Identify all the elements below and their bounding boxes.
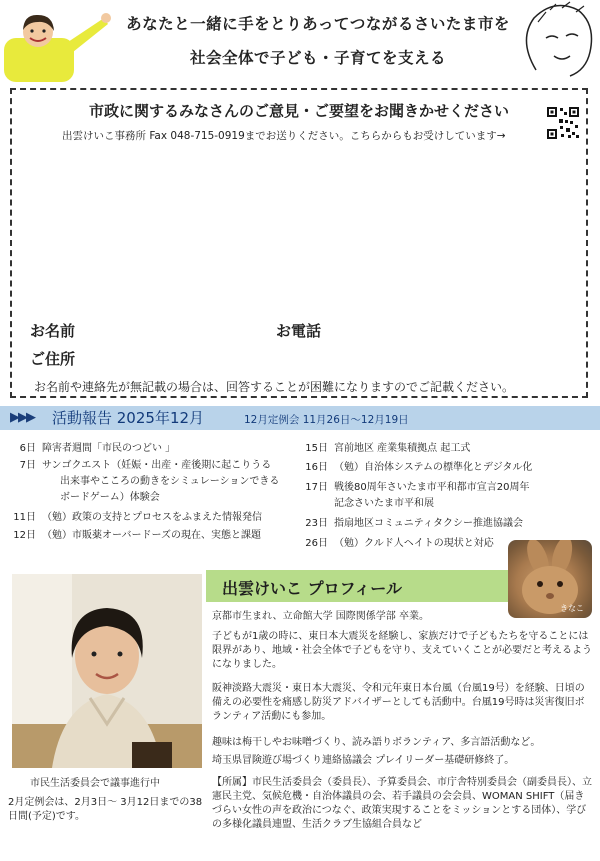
profile-paragraph: 阪神淡路大震災・東日本大震災、令和元年東日本台風（台風19号）を経験、日頃の備えの必要性を痛感し防災アドバイザーとしても活動中。台風19号時は災害復旧ボランティア活動にも参加。 xyxy=(212,683,585,722)
portrait-photo xyxy=(12,574,202,768)
session-schedule-note: 2月定例会は、2月3日～ 3月12日までの38日間(予定)です。 xyxy=(8,797,203,822)
feedback-note: お名前や連絡先が無記載の場合は、回答することが困難になりますのでご記載ください。 xyxy=(34,380,515,394)
activity-item: 11日 （勉）政策の支持とプロセスをふまえた情報発信 xyxy=(13,512,262,523)
activity-title: 活動報告 2025年12月 xyxy=(52,409,205,427)
activity-item: 6日 障害者週間「市民のつどい 」 xyxy=(19,443,176,454)
rabbit-name-label: きなこ xyxy=(560,604,584,613)
profile-birth: 京都市生まれ、立命館大学 国際関係学部 卒業。 xyxy=(212,611,429,622)
profile-paragraph: 子どもが1歳の時に、東日本大震災を経験し、家族だけで子どもたちを守ることには限界があり、地域・社会全体で子どもを守り、支えていくことが必要だと考えるようになりました。 xyxy=(212,631,592,670)
address-label: ご住所 xyxy=(30,350,76,368)
triple-arrow-icon: ▶▶▶ xyxy=(10,410,34,425)
fax-instruction: 出雲けいこ事務所 Fax 048-715-0919までお送りください。こちらからもお受けしています→ xyxy=(62,130,506,142)
activity-subtitle: 12月定例会 11月26日～12月19日 xyxy=(244,414,409,426)
profile-title: 出雲けいこ プロフィール xyxy=(222,579,402,598)
mascot-illustration xyxy=(4,4,114,82)
headline-line-1: あなたと一緒に手をとりあってつながるさいたま市を xyxy=(126,15,510,33)
activity-item: 出来事やこころの動きをシミュレーションできる xyxy=(60,476,280,487)
activity-item: 26日 （勉）クルド人ヘイトの現状と対応 xyxy=(305,538,494,549)
activity-item: 12日 （勉）市販薬オーバードーズの現在、実態と課題 xyxy=(13,530,261,541)
activity-item: ボードゲーム）体験会 xyxy=(60,492,160,503)
face-doodle-illustration xyxy=(516,0,598,80)
activity-item: 17日 戦後80周年さいたま市平和都市宣言20周年 xyxy=(305,482,530,493)
phone-label: お電話 xyxy=(276,322,322,340)
headline-line-2: 社会全体で子ども・子育てを支える xyxy=(189,49,446,67)
activity-item: 16日 （勉）自治体システムの標準化とデジタル化 xyxy=(305,462,533,473)
activity-item: 7日 サンゴクエスト（妊娠・出産・産後期に起こりうる xyxy=(19,460,272,471)
qr-code-icon[interactable] xyxy=(546,106,580,140)
profile-hobbies: 趣味は梅干しやお味噌づくり、読み語りボランティア、多言語活動など。 xyxy=(212,737,541,748)
name-label: お名前 xyxy=(30,322,76,340)
photo-caption: 市民生活委員会で議事進行中 xyxy=(30,778,160,789)
profile-affiliations: 【所属】市民生活委員会（委員長）、予算委員会、市庁舎特別委員会（副委員長）、立憲民主党、気候危機・自治体議員の会、若手議員の会会員、WOMAN SHIFT（届きづらい女性の声を政治につなぐ、政策実現することをミッションとする団体）、学びの多様化議員連盟、生活クラブ生協組合員など xyxy=(212,777,592,830)
activity-item: 15日 宮前地区 産業集積拠点 起工式 xyxy=(305,443,471,454)
activity-item: 23日 指扇地区コミュニティタクシー推進協議会 xyxy=(305,518,523,529)
feedback-title: 市政に関するみなさんのご意見・ご要望をお聞きかせください xyxy=(88,102,509,120)
activity-item: 記念さいたま市平和展 xyxy=(334,498,434,509)
profile-training: 埼玉県冒険遊び場づくり連絡協議会 プレイリーダー基礎研修終了。 xyxy=(212,755,515,766)
